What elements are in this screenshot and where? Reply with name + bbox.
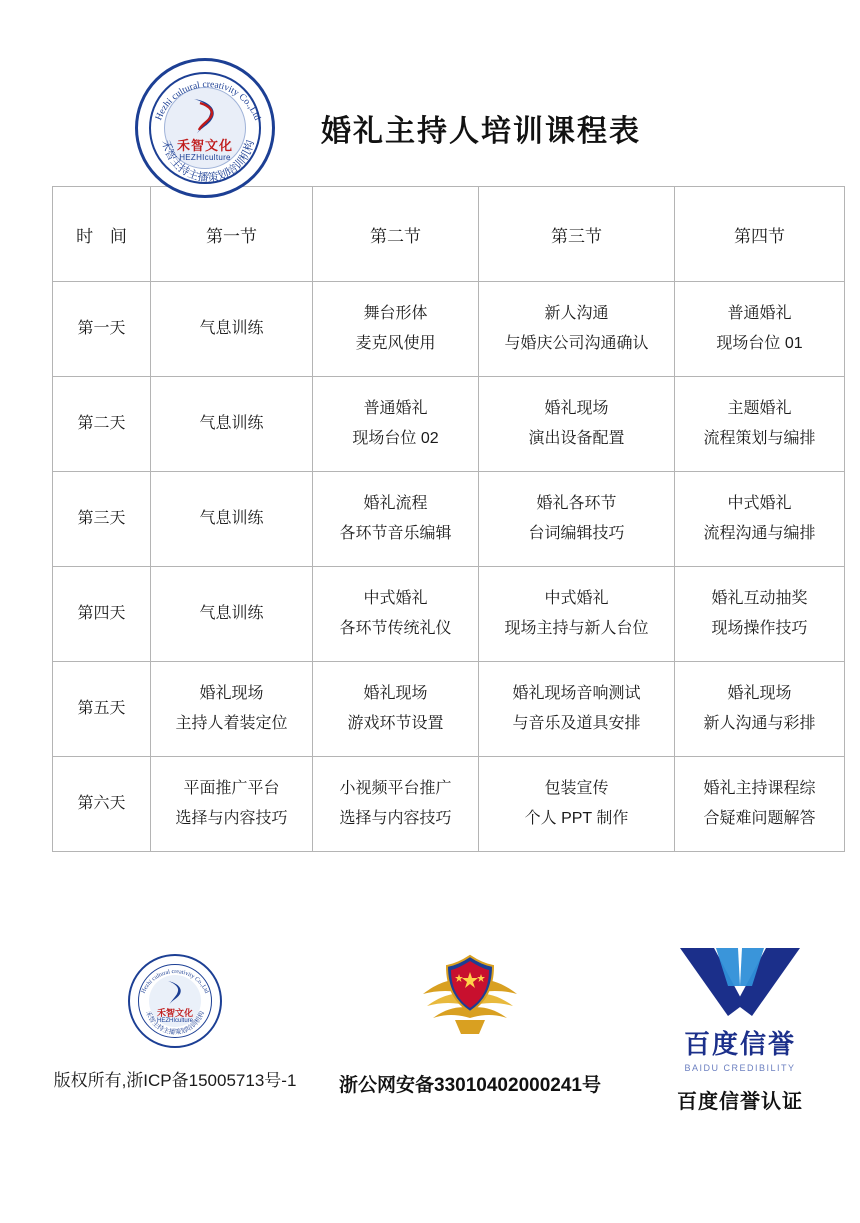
cell-line: 气息训练 <box>199 605 264 622</box>
seal-swoosh-icon <box>188 97 222 137</box>
cell-line: 婚礼互动抽奖 <box>711 590 808 607</box>
document-footer <box>0 940 860 1180</box>
cell-session-4 <box>675 377 845 472</box>
cell-line: 游戏环节设置 <box>347 715 444 732</box>
cell-session-1 <box>151 377 313 472</box>
day-label: 第三天 <box>53 472 151 567</box>
cell-line: 婚礼主持课程综 <box>703 780 816 797</box>
baidu-v-logo-icon <box>676 946 804 1018</box>
svg-text:Hezhi cultural creativity Co.,: Hezhi cultural creativity Co.,Ltd <box>140 968 210 995</box>
cell-line: 台词编辑技巧 <box>528 525 625 542</box>
mini-seal-swoosh-icon <box>164 980 186 1006</box>
cell-session-1 <box>151 567 313 662</box>
cell-line: 小视频平台推广 <box>339 780 452 797</box>
cell-session-4 <box>675 567 845 662</box>
baidu-brand-en: BAIDU CREDIBILITY <box>684 1063 796 1073</box>
cell-session-2 <box>313 757 479 852</box>
cell-line: 主题婚礼 <box>727 400 792 417</box>
cell-line: 中式婚礼 <box>363 590 428 607</box>
mini-seal-brand-en: HEZHIculture <box>156 1018 193 1024</box>
cell-line: 婚礼现场 <box>363 685 428 702</box>
day-label: 第六天 <box>53 757 151 852</box>
cell-line: 流程沟通与编排 <box>703 525 816 542</box>
cell-line: 气息训练 <box>199 510 264 527</box>
table-row <box>53 662 845 757</box>
police-record-text[interactable]: 浙公网安备33010402000241号 <box>339 1075 601 1096</box>
cell-session-1 <box>151 757 313 852</box>
document-header <box>0 0 860 184</box>
cell-line: 普通婚礼 <box>363 400 428 417</box>
cell-line: 新人沟通与彩排 <box>703 715 816 732</box>
cell-line: 新人沟通 <box>544 305 609 322</box>
cell-session-2 <box>313 472 479 567</box>
column-header-time: 时 间 <box>53 187 151 282</box>
cell-session-3 <box>479 757 675 852</box>
cell-session-3 <box>479 282 675 377</box>
cell-line: 气息训练 <box>199 320 264 337</box>
table-row <box>53 472 845 567</box>
baidu-certification-caption[interactable]: 百度信誉认证 <box>677 1091 803 1113</box>
footer-icp-block <box>30 940 320 1091</box>
cell-line: 现场主持与新人台位 <box>504 620 649 637</box>
cell-session-4 <box>675 757 845 852</box>
hezhi-mini-seal-icon <box>128 954 222 1048</box>
cell-session-3 <box>479 377 675 472</box>
cell-line: 主持人着装定位 <box>175 715 288 732</box>
column-header-session-4: 第四节 <box>675 187 845 282</box>
cell-line: 选择与内容技巧 <box>175 810 288 827</box>
cell-line: 婚礼现场音响测试 <box>512 685 641 702</box>
cell-line: 婚礼现场 <box>544 400 609 417</box>
page-title: 婚礼主持人培训课程表 <box>321 114 641 148</box>
cell-line: 婚礼流程 <box>363 495 428 512</box>
cell-session-4 <box>675 282 845 377</box>
svg-text:Hezhi cultural creativity Co.,: Hezhi cultural creativity Co.,Ltd <box>154 79 262 122</box>
cell-line: 各环节传统礼仪 <box>339 620 452 637</box>
cell-line: 现场台位 01 <box>716 335 803 352</box>
cell-line: 婚礼现场 <box>199 685 264 702</box>
day-label: 第二天 <box>53 377 151 472</box>
cell-line: 中式婚礼 <box>727 495 792 512</box>
cell-line: 包装宣传 <box>544 780 609 797</box>
cell-line: 与音乐及道具安排 <box>512 715 641 732</box>
cell-session-4 <box>675 472 845 567</box>
schedule-table-wrapper <box>52 186 816 852</box>
cell-line: 选择与内容技巧 <box>339 810 452 827</box>
table-row <box>53 282 845 377</box>
cell-session-2 <box>313 662 479 757</box>
cell-session-2 <box>313 282 479 377</box>
schedule-table-body <box>53 282 845 852</box>
cell-line: 气息训练 <box>199 415 264 432</box>
cell-line: 平面推广平台 <box>183 780 280 797</box>
day-label: 第四天 <box>53 567 151 662</box>
footer-police-block <box>320 940 620 1097</box>
cell-line: 麦克风使用 <box>355 335 436 352</box>
icp-license-text[interactable]: 版权所有,浙ICP备15005713号-1 <box>53 1071 297 1090</box>
cell-line: 舞台形体 <box>363 305 428 322</box>
footer-baidu-block <box>630 940 850 1114</box>
cell-session-2 <box>313 377 479 472</box>
day-label: 第一天 <box>53 282 151 377</box>
cell-line: 流程策划与编排 <box>703 430 816 447</box>
cell-session-1 <box>151 282 313 377</box>
table-row <box>53 757 845 852</box>
cell-session-3 <box>479 472 675 567</box>
seal-brand-cn: 禾智文化 <box>176 137 233 153</box>
cell-session-1 <box>151 472 313 567</box>
table-row <box>53 567 845 662</box>
cell-session-2 <box>313 567 479 662</box>
cell-line: 个人 PPT 制作 <box>524 810 629 827</box>
seal-brand-en: HEZHIculture <box>179 152 231 162</box>
svg-text:禾智主持主播策划培训机构: 禾智主持主播策划培训机构 <box>144 1010 206 1037</box>
mini-seal-brand-cn: 禾智文化 <box>156 1008 193 1018</box>
police-badge-icon <box>415 954 525 1040</box>
svg-text:禾智主持主播策划培训机构: 禾智主持主播策划培训机构 <box>159 138 257 184</box>
cell-line: 演出设备配置 <box>528 430 625 447</box>
hezhi-logo-seal <box>135 58 275 198</box>
cell-line: 现场操作技巧 <box>711 620 808 637</box>
cell-session-3 <box>479 567 675 662</box>
cell-session-1 <box>151 662 313 757</box>
cell-line: 合疑难问题解答 <box>703 810 816 827</box>
baidu-brand-cn: 百度信誉 <box>683 1029 796 1059</box>
cell-line: 婚礼现场 <box>727 685 792 702</box>
cell-line: 现场台位 02 <box>352 430 439 447</box>
column-header-session-2: 第二节 <box>313 187 479 282</box>
cell-session-4 <box>675 662 845 757</box>
column-header-session-3: 第三节 <box>479 187 675 282</box>
table-header-row <box>53 187 845 282</box>
cell-line: 中式婚礼 <box>544 590 609 607</box>
column-header-session-1: 第一节 <box>151 187 313 282</box>
cell-session-3 <box>479 662 675 757</box>
table-row <box>53 377 845 472</box>
cell-line: 与婚庆公司沟通确认 <box>504 335 649 352</box>
cell-line: 婚礼各环节 <box>536 495 617 512</box>
cell-line: 普通婚礼 <box>727 305 792 322</box>
schedule-table <box>52 186 845 852</box>
cell-line: 各环节音乐编辑 <box>339 525 452 542</box>
day-label: 第五天 <box>53 662 151 757</box>
